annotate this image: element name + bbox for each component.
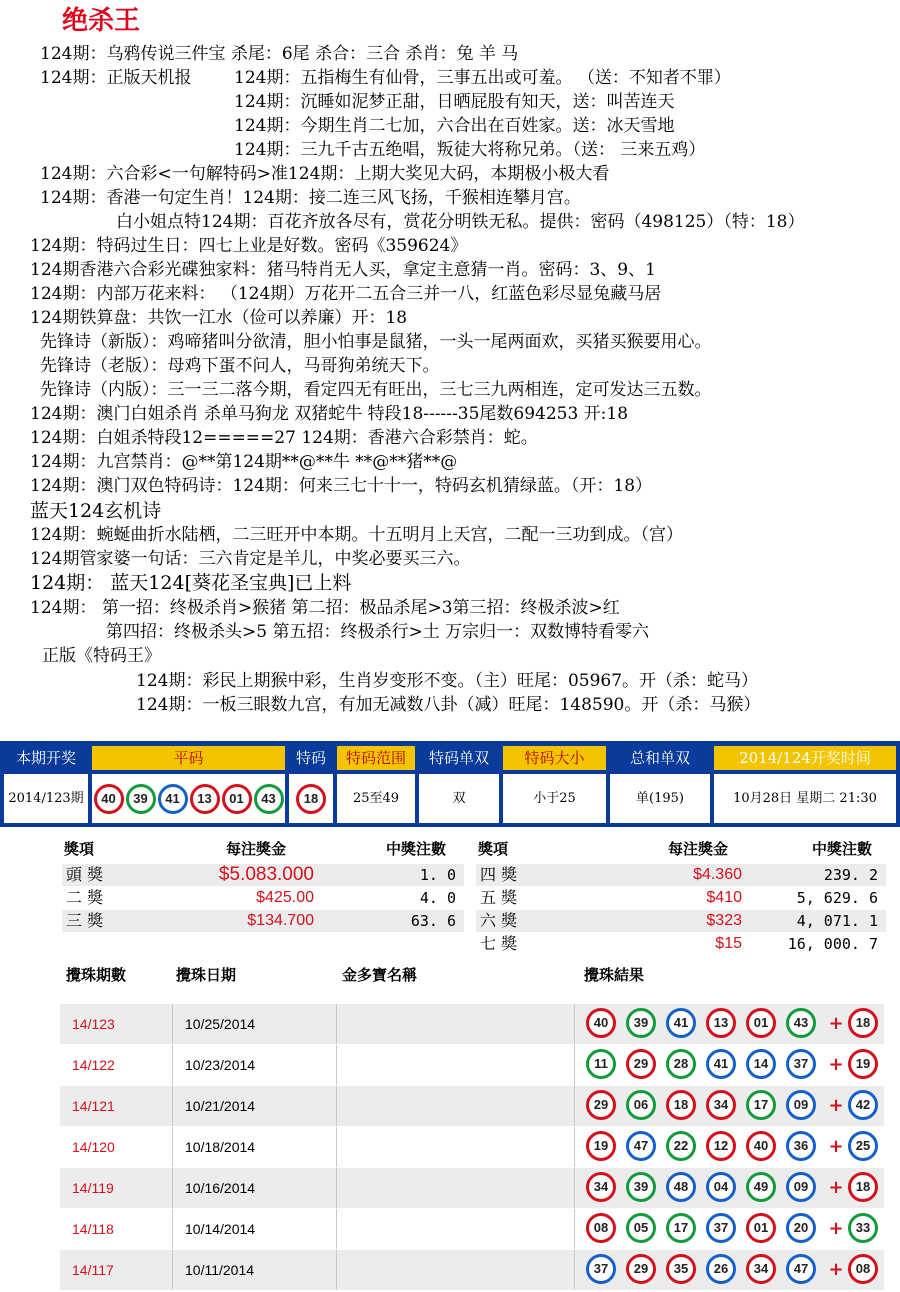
prize-count: 63. 6 [410, 912, 456, 930]
number-ball: 20 [786, 1213, 816, 1243]
text-line: 124期香港六合彩光碟独家料：猪马特肖无人买，拿定主意猜一肖。密码：3、9、1 [30, 260, 656, 280]
header-special-range: 特码范围 [337, 746, 415, 770]
text-line: 蓝天124玄机诗 [30, 500, 162, 522]
number-ball: 29 [626, 1049, 656, 1079]
column-divider [574, 1086, 575, 1126]
text-line: 124期：香港一句定生肖！124期：接二连三风飞扬，千猴相连攀月宫。 [40, 188, 581, 208]
draw-row [60, 1045, 884, 1085]
prize-amount: $5.083.000 [218, 864, 314, 885]
number-ball: 12 [706, 1131, 736, 1161]
draw-period: 14/123 [72, 1016, 115, 1032]
number-ball: 08 [586, 1213, 616, 1243]
number-ball: 01 [746, 1213, 776, 1243]
text-line: 124期：彩民上期猴中彩，生肖岁变形不变。（主）旺尾：05967。开（杀：蛇马） [136, 671, 759, 691]
text-line: 124期：五指梅生有仙骨，三事五出或可羞。 （送：不知者不罪） [234, 68, 731, 88]
prize-row [62, 887, 464, 909]
prize-amount: $4.360 [693, 866, 742, 883]
prize-name: 頭 獎 [66, 865, 104, 884]
current-period: 2014/123期 [4, 774, 88, 823]
number-ball: 04 [706, 1172, 736, 1202]
prize-name: 三 獎 [66, 911, 104, 930]
draw-balls [585, 1172, 882, 1204]
text-line: 第四招：终极杀头>5 第五招：终极杀行>土 万宗归一：双数博特看零六 [106, 622, 650, 642]
text-line: 124期：三九千古五绝唱，叛徒大将称兄弟。（送： 三来五鸡） [234, 140, 706, 160]
number-ball: 35 [666, 1254, 696, 1284]
draw-date: 10/14/2014 [185, 1221, 256, 1237]
prize-header-amount: 每注獎金 [226, 840, 287, 858]
text-line: 124期：今期生肖二七加，六合出在百姓家。送：冰天雪地 [234, 116, 675, 136]
prize-name: 五 獎 [480, 888, 518, 907]
header-sum-odd-even: 总和单双 [610, 746, 710, 770]
column-divider [172, 1250, 173, 1290]
text-line: 先锋诗（内版）：三一三二落今期，看定四无有旺出，三七三九两相连，定可发达三五数。 [40, 380, 712, 400]
number-ball: 40 [94, 784, 124, 814]
number-ball: 39 [126, 784, 156, 814]
draw-row [60, 1168, 884, 1208]
number-ball: 39 [626, 1172, 656, 1202]
text-line: 124期：正版天机报 [40, 68, 192, 88]
text-line: 先锋诗（新版）：鸡啼猪叫分欲清，胆小怕事是鼠猪，一头一尾两面欢，买猪买猴要用心。 [40, 332, 712, 352]
prize-row [62, 864, 464, 886]
column-divider [172, 1209, 173, 1249]
plus-sign: + [828, 1053, 844, 1075]
column-divider [336, 1127, 337, 1167]
draw-period: 14/119 [72, 1180, 114, 1196]
number-ball: 34 [746, 1254, 776, 1284]
draw-balls [585, 1049, 882, 1081]
prize-count: 1. 0 [419, 866, 456, 884]
header-special-odd-even: 特码单双 [419, 746, 499, 770]
prize-name: 四 獎 [480, 865, 518, 884]
prize-header-count-right: 中獎注數 [812, 840, 873, 858]
header-special-number: 特码 [289, 746, 333, 770]
prize-amount: $410 [706, 889, 742, 906]
draw-header-name: 金多寶名稱 [342, 966, 418, 984]
number-ball: 41 [666, 1008, 696, 1038]
number-ball: 37 [586, 1254, 616, 1284]
plus-sign: + [828, 1217, 844, 1239]
number-ball: 41 [706, 1049, 736, 1079]
draw-date: 10/23/2014 [185, 1057, 256, 1073]
prize-header-amount-right: 每注獎金 [668, 840, 729, 858]
prize-row [476, 910, 886, 932]
draw-row [60, 1004, 884, 1044]
draw-date: 10/25/2014 [185, 1016, 256, 1032]
number-ball: 49 [746, 1172, 776, 1202]
column-divider [172, 1127, 173, 1167]
text-line: 124期：乌鸦传说三件宝 杀尾：6尾 杀合：三合 杀肖：兔 羊 马 [40, 44, 519, 64]
text-line: 124期：澳门双色特码诗：124期：何来三七十十一，特码玄机猜绿蓝。（开：18） [30, 476, 653, 496]
text-line: 124期： 蓝天124[葵花圣宝典]已上料 [30, 572, 352, 594]
sum-odd-even: 单(195) [610, 774, 710, 823]
column-divider [172, 1004, 173, 1044]
prize-header-count: 中獎注數 [386, 840, 447, 858]
plus-sign: + [828, 1094, 844, 1116]
column-divider [172, 1168, 173, 1208]
plus-sign: + [828, 1258, 844, 1280]
number-ball: 39 [626, 1008, 656, 1038]
page-title: 绝杀王 [62, 6, 141, 36]
draw-date: 10/21/2014 [185, 1098, 256, 1114]
column-divider [574, 1004, 575, 1044]
special-ball [289, 774, 333, 823]
prize-name: 六 獎 [480, 911, 518, 930]
number-ball: 29 [626, 1254, 656, 1284]
text-line: 124期：六合彩<一句解特码>准124期：上期大奖见大码，本期极小极大看 [40, 164, 610, 184]
special-odd-even: 双 [419, 774, 499, 823]
prize-header-item: 獎項 [64, 840, 95, 858]
prize-amount: $323 [706, 912, 742, 929]
number-ball: 34 [706, 1090, 736, 1120]
prize-row [476, 933, 886, 955]
text-line: 124期：蜿蜒曲折水陆栖，二三旺开中本期。十五明月上天宫，二配一三功到成。（宫） [30, 525, 683, 545]
text-line: 124期：九宫禁肖：@**第124期**@**牛 **@**猪**@ [30, 452, 458, 472]
text-line: 124期：内部万花来料： （124期）万花开二五合三并一八，红蓝色彩尽显兔藏马居 [30, 284, 662, 304]
number-ball: 13 [706, 1008, 736, 1038]
number-ball: 41 [158, 784, 188, 814]
prize-name: 七 獎 [480, 934, 518, 953]
draw-date: 10/16/2014 [185, 1180, 256, 1196]
number-ball: 37 [786, 1049, 816, 1079]
text-line: 124期：澳门白姐杀肖 杀单马狗龙 双猪蛇牛 特段18------35尾数694253 开:18 [30, 404, 629, 424]
number-ball: 48 [666, 1172, 696, 1202]
number-ball: 36 [786, 1131, 816, 1161]
column-divider [336, 1168, 337, 1208]
draw-info-table [0, 741, 900, 827]
regular-balls [92, 774, 285, 823]
number-ball: 14 [746, 1049, 776, 1079]
column-divider [574, 1127, 575, 1167]
number-ball: 33 [848, 1213, 878, 1243]
column-divider [336, 1004, 337, 1044]
number-ball: 06 [626, 1090, 656, 1120]
prize-row [476, 864, 886, 886]
text-line: 124期铁算盘：共饮一江水（俭可以养廉）开：18 [30, 308, 408, 328]
column-divider [172, 1086, 173, 1126]
draw-date: 10/18/2014 [185, 1139, 256, 1155]
number-ball: 18 [666, 1090, 696, 1120]
prize-amount: $15 [715, 935, 742, 952]
number-ball: 09 [786, 1172, 816, 1202]
number-ball: 34 [586, 1172, 616, 1202]
draw-period: 14/122 [72, 1057, 115, 1073]
draw-balls [585, 1090, 882, 1122]
prize-amount: $134.700 [247, 912, 314, 929]
draw-balls [585, 1008, 882, 1040]
prize-count: 16, 000. 7 [787, 935, 878, 953]
number-ball: 19 [586, 1131, 616, 1161]
column-divider [574, 1250, 575, 1290]
column-divider [574, 1209, 575, 1249]
special-size: 小于25 [503, 774, 606, 823]
number-ball: 47 [786, 1254, 816, 1284]
number-ball: 11 [586, 1049, 616, 1079]
number-ball: 42 [848, 1090, 878, 1120]
draw-period: 14/117 [72, 1262, 114, 1278]
draw-period: 14/121 [72, 1098, 115, 1114]
text-line: 124期： 第一招：终极杀肖>猴猪 第二招：极品杀尾>3第三招：终极杀波>红 [30, 598, 620, 618]
number-ball: 19 [848, 1049, 878, 1079]
number-ball: 08 [848, 1254, 878, 1284]
number-ball: 09 [786, 1090, 816, 1120]
text-line: 124期：沉睡如泥梦正甜，日晒屁股有知天，送：叫苦连天 [234, 92, 675, 112]
column-divider [336, 1086, 337, 1126]
prize-count: 4, 071. 1 [796, 912, 878, 930]
number-ball: 40 [746, 1131, 776, 1161]
prize-count: 5, 629. 6 [796, 889, 878, 907]
number-ball: 05 [626, 1213, 656, 1243]
number-ball: 01 [222, 784, 252, 814]
header-current-draw: 本期开奖 [4, 746, 88, 770]
draw-header-date: 攪珠日期 [176, 966, 237, 984]
column-divider [336, 1250, 337, 1290]
number-ball: 29 [586, 1090, 616, 1120]
number-ball: 43 [786, 1008, 816, 1038]
column-divider [574, 1045, 575, 1085]
draw-period: 14/118 [72, 1221, 114, 1237]
plus-sign: + [828, 1135, 844, 1157]
special-range: 25至49 [337, 774, 415, 823]
text-line: 124期：一板三眼数九宫，有加无减数八卦（减）旺尾：148590。开（杀：马猴） [136, 695, 761, 715]
text-line: 正版《特码王》 [42, 646, 161, 666]
column-divider [336, 1045, 337, 1085]
column-divider [172, 1045, 173, 1085]
header-next-draw-time: 2014/124开奖时间 [714, 746, 896, 770]
draw-row [60, 1250, 884, 1290]
draw-date: 10/11/2014 [185, 1262, 255, 1278]
draw-header-period: 攪珠期數 [66, 966, 127, 984]
prize-name: 二 獎 [66, 888, 104, 907]
draw-balls [585, 1254, 882, 1286]
text-line: 124期管家婆一句话：三六肯定是羊儿，中奖必要买三六。 [30, 549, 471, 569]
number-ball: 25 [848, 1131, 878, 1161]
text-line: 先锋诗（老版）：母鸡下蛋不问人，马哥狗弟统天下。 [40, 356, 440, 376]
draw-row [60, 1209, 884, 1249]
header-special-size: 特码大小 [503, 746, 606, 770]
number-ball: 17 [746, 1090, 776, 1120]
prize-header-item-right: 獎項 [478, 840, 509, 858]
text-line: 白小姐点特124期：百花齐放各尽有，赏花分明铁无私。提供：密码（498125）（特：18） [116, 212, 805, 232]
next-draw-time: 10月28日 星期二 21:30 [714, 774, 896, 823]
text-line: 124期：白姐杀特段12=====27 124期：香港六合彩禁肖：蛇。 [30, 428, 538, 448]
draw-period: 14/120 [72, 1139, 115, 1155]
draw-row [60, 1127, 884, 1167]
number-ball: 18 [848, 1172, 878, 1202]
plus-sign: + [828, 1012, 844, 1034]
prize-row [476, 887, 886, 909]
plus-sign: + [828, 1176, 844, 1198]
number-ball: 28 [666, 1049, 696, 1079]
number-ball: 18 [848, 1008, 878, 1038]
prize-count: 4. 0 [419, 889, 456, 907]
column-divider [336, 1209, 337, 1249]
number-ball: 40 [586, 1008, 616, 1038]
text-line: 124期：特码过生日：四七上业是好数。密码《359624》 [30, 236, 468, 256]
number-ball: 13 [190, 784, 220, 814]
prize-amount: $425.00 [256, 889, 314, 906]
header-regular-numbers: 平码 [92, 746, 285, 770]
number-ball: 18 [296, 784, 326, 814]
draw-header-result: 攪珠結果 [584, 966, 645, 984]
number-ball: 26 [706, 1254, 736, 1284]
draw-row [60, 1086, 884, 1126]
number-ball: 37 [706, 1213, 736, 1243]
number-ball: 22 [666, 1131, 696, 1161]
draw-balls [585, 1131, 882, 1163]
column-divider [574, 1168, 575, 1208]
number-ball: 43 [254, 784, 284, 814]
number-ball: 17 [666, 1213, 696, 1243]
prize-count: 239. 2 [823, 866, 878, 884]
prize-row [62, 910, 464, 932]
number-ball: 47 [626, 1131, 656, 1161]
draw-balls [585, 1213, 882, 1245]
number-ball: 01 [746, 1008, 776, 1038]
